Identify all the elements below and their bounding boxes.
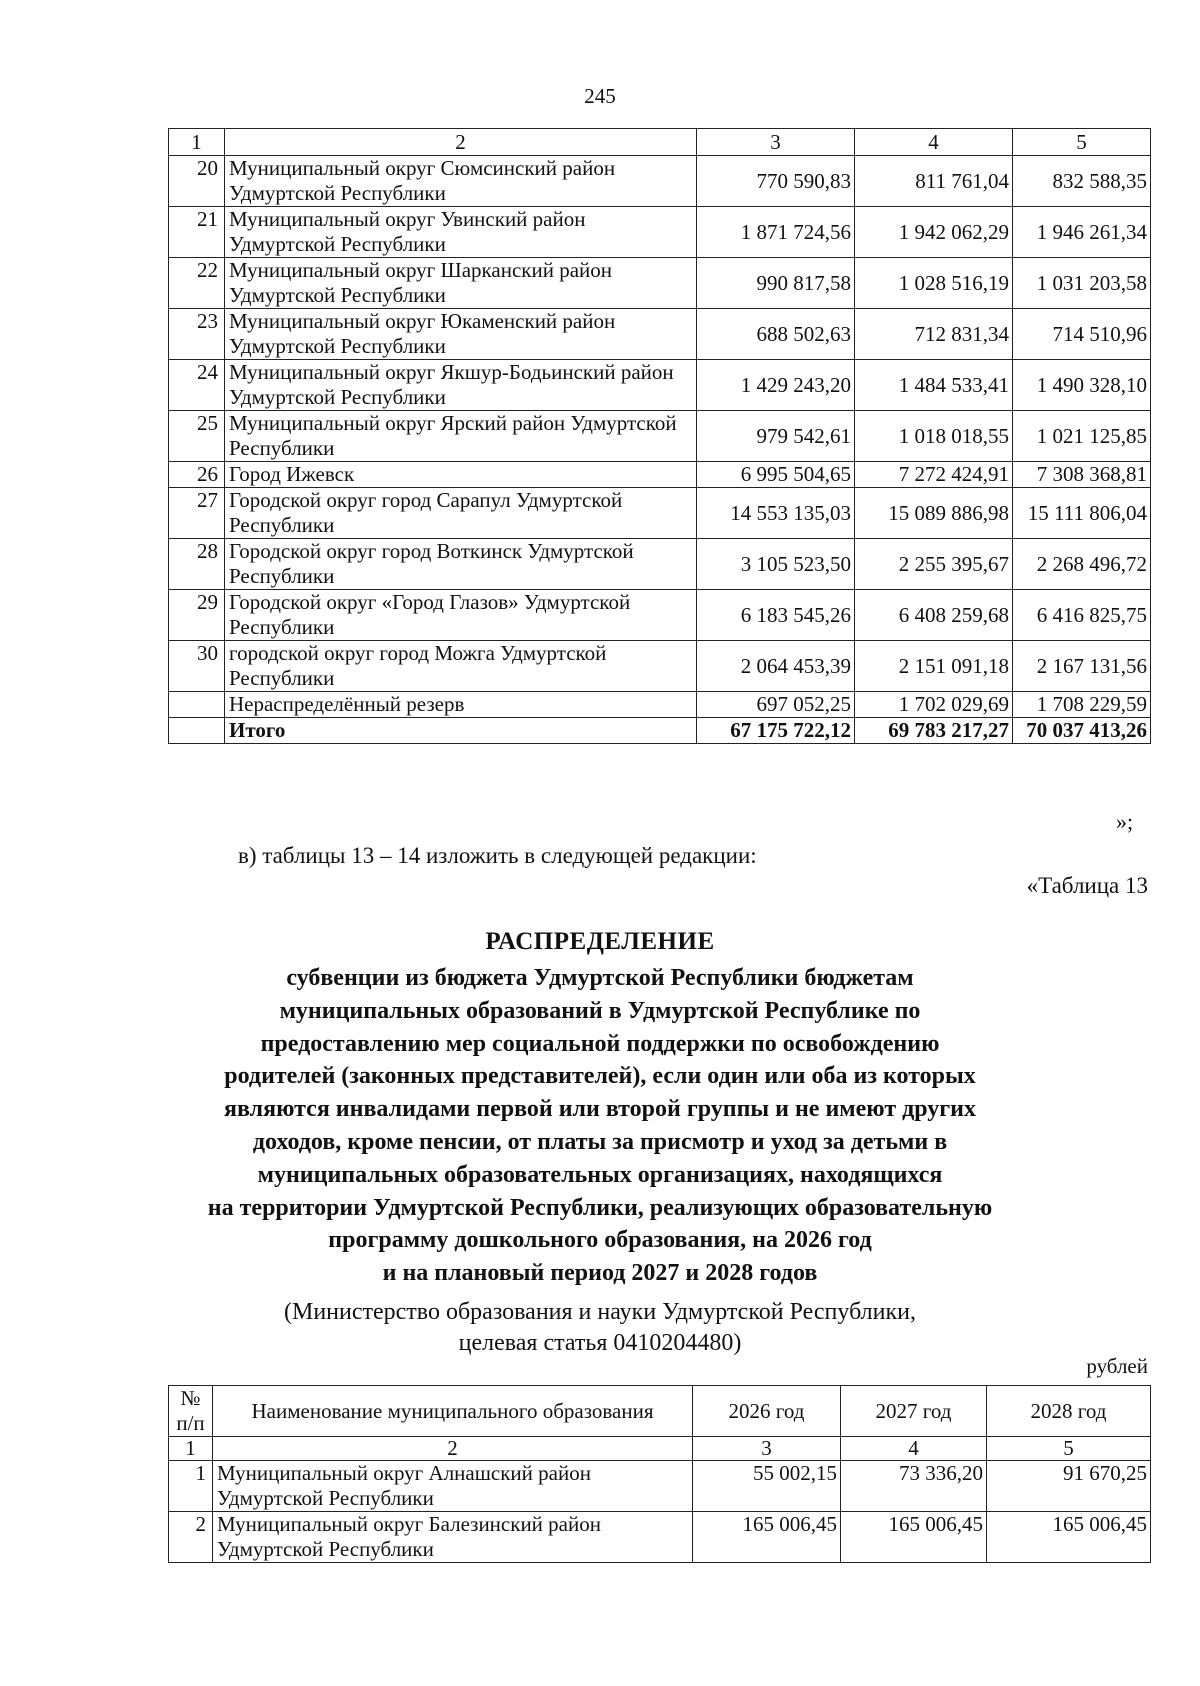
row-number: 30 xyxy=(169,641,225,692)
value-2028: 91 670,25 xyxy=(987,1461,1151,1512)
closing-quote-mark: »; xyxy=(1116,809,1134,834)
value-2027: 1 942 062,29 xyxy=(855,207,1013,258)
row-number: 25 xyxy=(169,411,225,462)
value-2028: 15 111 806,04 xyxy=(1013,488,1151,539)
municipality-name: Муниципальный округ Сюмсинский район Удмуртской Республики xyxy=(225,156,697,207)
value-2028: 1 708 229,59 xyxy=(1013,692,1151,718)
value-2026: 1 429 243,20 xyxy=(697,360,855,411)
table-row xyxy=(169,258,1151,309)
column-number: 5 xyxy=(1013,129,1151,156)
table-row xyxy=(169,411,1151,462)
column-number: 5 xyxy=(987,1437,1151,1461)
column-number-row xyxy=(169,1437,1151,1461)
row-number: 2 xyxy=(169,1512,213,1563)
subtitle-line: являются инвалидами первой или второй группы и не имеют других xyxy=(223,1096,976,1123)
value-2027: 2 151 091,18 xyxy=(855,641,1013,692)
municipality-name: Городской округ город Сарапул Удмуртской Республики xyxy=(225,488,697,539)
value-2027: 1 484 533,41 xyxy=(855,360,1013,411)
header-2028: 2028 год xyxy=(987,1386,1151,1437)
row-number: 21 xyxy=(169,207,225,258)
value-2026: 990 817,58 xyxy=(697,258,855,309)
value-2026: 6 183 545,26 xyxy=(697,590,855,641)
value-2028: 6 416 825,75 xyxy=(1013,590,1151,641)
value-2028: 165 006,45 xyxy=(987,1512,1151,1563)
value-2026: 3 105 523,50 xyxy=(697,539,855,590)
row-number: 22 xyxy=(169,258,225,309)
table-label: «Таблица 13 xyxy=(1026,873,1148,898)
column-number: 2 xyxy=(213,1437,693,1461)
value-2027: 1 028 516,19 xyxy=(855,258,1013,309)
municipality-name: Муниципальный округ Якшур-Бодьинский район Удмуртской Республики xyxy=(225,360,697,411)
value-2028: 7 308 368,81 xyxy=(1013,462,1151,488)
row-number: 29 xyxy=(169,590,225,641)
header-name: Наименование муниципального образования xyxy=(213,1386,693,1437)
value-2027: 73 336,20 xyxy=(841,1461,987,1512)
municipality-name: городской округ город Можга Удмуртской Республики xyxy=(225,641,697,692)
value-2028: 2 167 131,56 xyxy=(1013,641,1151,692)
value-2027: 15 089 886,98 xyxy=(855,488,1013,539)
municipality-name: Городской округ город Воткинск Удмуртской Республики xyxy=(225,539,697,590)
header-2027: 2027 год xyxy=(841,1386,987,1437)
value-2027: 712 831,34 xyxy=(855,309,1013,360)
subtitle-line: на территории Удмуртской Республики, реализующих образовательную xyxy=(207,1194,993,1221)
value-2027: 811 761,04 xyxy=(855,156,1013,207)
column-number-row xyxy=(169,129,1151,156)
table-row xyxy=(169,692,1151,718)
allocation-table-continued xyxy=(168,128,1151,744)
value-2026: 14 553 135,03 xyxy=(697,488,855,539)
value-2028: 1 031 203,58 xyxy=(1013,258,1151,309)
column-number: 4 xyxy=(841,1437,987,1461)
value-2026: 697 052,25 xyxy=(697,692,855,718)
header-row xyxy=(169,1386,1151,1437)
header-2026: 2026 год xyxy=(693,1386,841,1437)
value-2027: 2 255 395,67 xyxy=(855,539,1013,590)
subtitle-line: муниципальных образовательных организациях, находящихся xyxy=(257,1161,943,1188)
municipality-name: Итого xyxy=(225,718,697,744)
value-2026: 770 590,83 xyxy=(697,156,855,207)
municipality-name: Муниципальный округ Алнашский район Удмуртской Республики xyxy=(213,1461,693,1512)
value-2026: 6 995 504,65 xyxy=(697,462,855,488)
table-row xyxy=(169,360,1151,411)
value-2028: 1 490 328,10 xyxy=(1013,360,1151,411)
value-2026: 688 502,63 xyxy=(697,309,855,360)
value-2026: 1 871 724,56 xyxy=(697,207,855,258)
column-number: 3 xyxy=(697,129,855,156)
row-number: 20 xyxy=(169,156,225,207)
row-number: 26 xyxy=(169,462,225,488)
value-2027: 165 006,45 xyxy=(841,1512,987,1563)
row-number: 28 xyxy=(169,539,225,590)
row-number: 27 xyxy=(169,488,225,539)
document-title: РАСПРЕДЕЛЕНИЕ xyxy=(485,928,715,955)
ministry-line: целевая статья 0410204480) xyxy=(458,1330,742,1356)
page-number: 245 xyxy=(584,84,616,108)
municipality-name: Муниципальный округ Балезинский район Удмуртской Республики xyxy=(213,1512,693,1563)
subtitle-line: и на плановый период 2027 и 2028 годов xyxy=(382,1260,818,1287)
row-number: 23 xyxy=(169,309,225,360)
value-2026: 979 542,61 xyxy=(697,411,855,462)
row-number: 24 xyxy=(169,360,225,411)
value-2028: 1 946 261,34 xyxy=(1013,207,1151,258)
column-number: 1 xyxy=(169,129,225,156)
municipality-name: Муниципальный округ Шарканский район Удмуртской Республики xyxy=(225,258,697,309)
value-2026: 67 175 722,12 xyxy=(697,718,855,744)
units-label: рублей xyxy=(1086,1354,1148,1378)
document-subtitle xyxy=(150,962,1050,1290)
value-2028: 2 268 496,72 xyxy=(1013,539,1151,590)
table-row xyxy=(169,462,1151,488)
table-row xyxy=(169,539,1151,590)
municipality-name: Муниципальный округ Ярский район Удмуртской Республики xyxy=(225,411,697,462)
value-2026: 2 064 453,39 xyxy=(697,641,855,692)
municipality-name: Муниципальный округ Юкаменский район Удмуртской Республики xyxy=(225,309,697,360)
subtitle-line: программу дошкольного образования, на 2026 год xyxy=(328,1227,872,1254)
header-number: № п/п xyxy=(169,1386,213,1437)
municipality-name: Нераспределённый резерв xyxy=(225,692,697,718)
table-row xyxy=(169,488,1151,539)
table-row xyxy=(169,641,1151,692)
value-2028: 832 588,35 xyxy=(1013,156,1151,207)
municipality-name: Город Ижевск xyxy=(225,462,697,488)
value-2027: 6 408 259,68 xyxy=(855,590,1013,641)
value-2027: 7 272 424,91 xyxy=(855,462,1013,488)
ministry-line: (Министерство образования и науки Удмуртской Республики, xyxy=(283,1299,916,1325)
table-row xyxy=(169,1461,1151,1512)
amendment-instruction: в) таблицы 13 – 14 изложить в следующей редакции: xyxy=(238,843,757,868)
municipality-name: Муниципальный округ Увинский район Удмуртской Республики xyxy=(225,207,697,258)
subtitle-line: муниципальных образований в Удмуртской Республике по xyxy=(279,997,921,1024)
table-row xyxy=(169,590,1151,641)
table-row xyxy=(169,207,1151,258)
value-2026: 165 006,45 xyxy=(693,1512,841,1563)
column-number: 1 xyxy=(169,1437,213,1461)
municipality-name: Городской округ «Город Глазов» Удмуртской Республики xyxy=(225,590,697,641)
subtitle-line: доходов, кроме пенсии, от платы за присмотр и уход за детьми в xyxy=(252,1128,948,1155)
column-number: 4 xyxy=(855,129,1013,156)
value-2028: 1 021 125,85 xyxy=(1013,411,1151,462)
subtitle-line: предоставлению мер социальной поддержки по освобождению xyxy=(260,1030,940,1057)
value-2028: 70 037 413,26 xyxy=(1013,718,1151,744)
empty-cell xyxy=(169,718,225,744)
allocation-table-13 xyxy=(168,1385,1151,1563)
column-number: 3 xyxy=(693,1437,841,1461)
column-number: 2 xyxy=(225,129,697,156)
table-row xyxy=(169,1512,1151,1563)
value-2028: 714 510,96 xyxy=(1013,309,1151,360)
table-row xyxy=(169,309,1151,360)
table-row xyxy=(169,156,1151,207)
row-number xyxy=(169,692,225,718)
value-2026: 55 002,15 xyxy=(693,1461,841,1512)
total-row xyxy=(169,718,1151,744)
value-2027: 1 018 018,55 xyxy=(855,411,1013,462)
subtitle-line: родителей (законных представителей), если один или оба из которых xyxy=(224,1063,976,1090)
ministry-note xyxy=(150,1297,1050,1359)
value-2027: 1 702 029,69 xyxy=(855,692,1013,718)
subtitle-line: субвенции из бюджета Удмуртской Республики бюджетам xyxy=(286,965,914,991)
row-number: 1 xyxy=(169,1461,213,1512)
value-2027: 69 783 217,27 xyxy=(855,718,1013,744)
